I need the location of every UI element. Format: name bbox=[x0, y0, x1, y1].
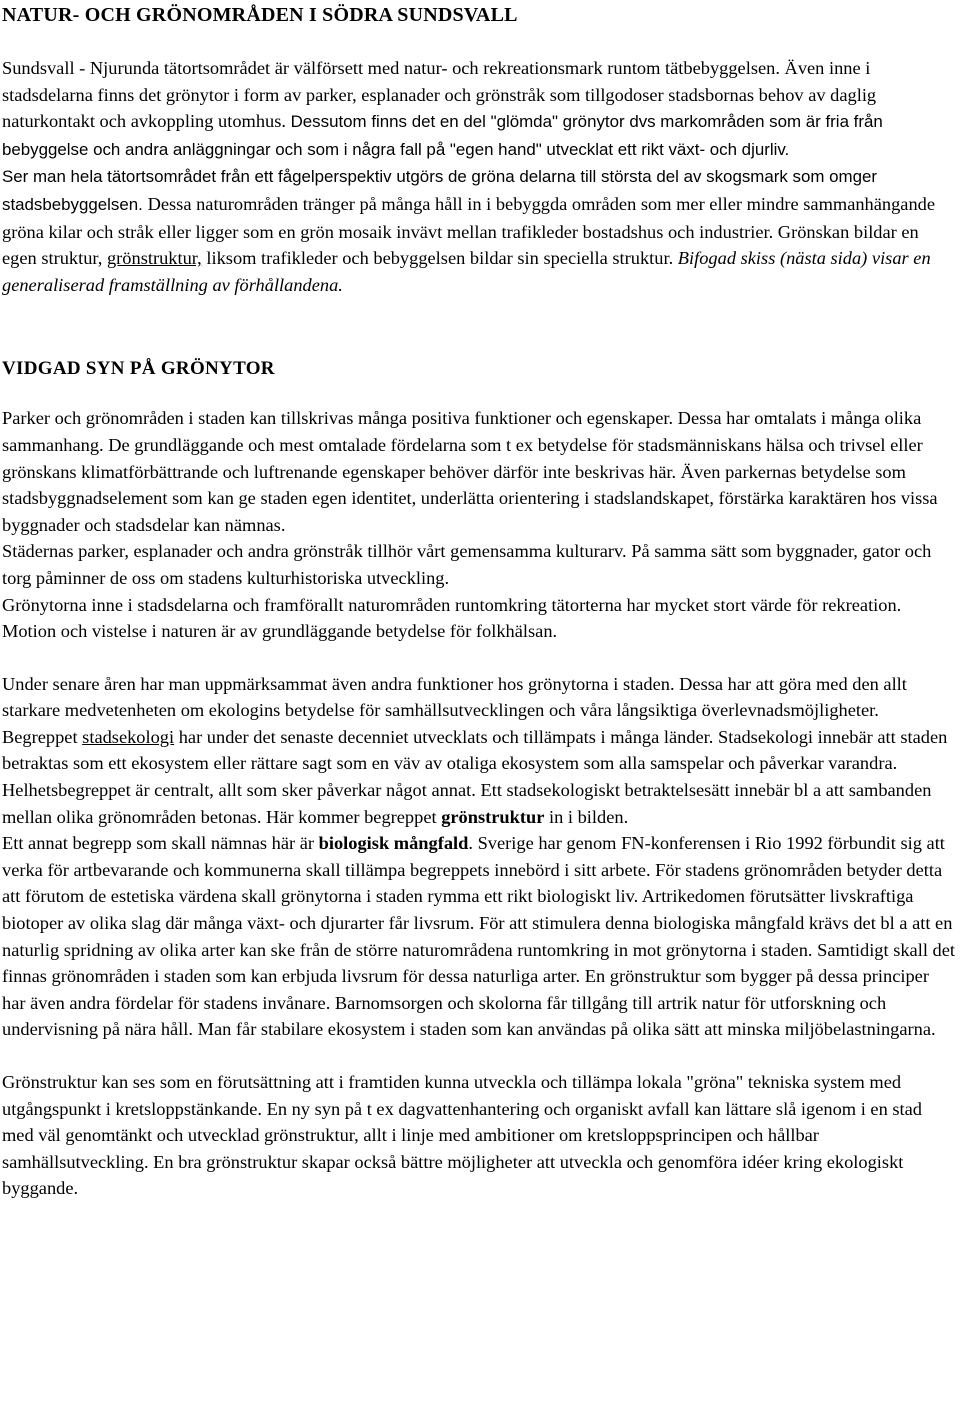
mangfald-text: . Sverige har genom FN-konferensen i Rio 1992 förbundit sig att verka för artbevarande och kommunerna skall tillämpa begreppets innebörd i sitt arbete. För stadens grönområden betyder detta att förutom de estetiska värdena skall grönytorna i staden rymma ett rikt biologiskt liv. Artrikedomen förutsätter livskraftiga biotoper av olika slag där många växt- och djurarter får livsrum. För att stimulera denna biologiska mångfald krävs det bl a att en naturlig spridning av olika arter kan ske från de större naturområdena runtomkring in mot grönytorna i staden. Samtidigt skall det finnas grönområden i staden som kan erbjuda livsrum för dessa naturliga arter. En grönstruktur som bygger på dessa principer har även andra fördelar för stadens invånare. Barnomsorgen och skolorna får tillgång till artrik natur för utforskning och undervisning på nära håll. Man får stabilare ekosystem i staden som kan användas på olika sätt att minska miljöbelastningarna. bbox=[2, 833, 956, 1040]
intro-text-natural-areas: Dessa naturområden tränger på många håll in i bebyggda områden som mer eller mindre sammanhängande gröna kilar och stråk eller ligger som en grön mosaik invävt mellan trafikleder bostadshus och industrier. Grönskan bildar en egen struktur, bbox=[2, 193, 936, 269]
mangfald-intro: Ett annat begrepp som skall nämnas här är bbox=[2, 833, 319, 854]
page-title: NATUR- OCH GRÖNOMRÅDEN I SÖDRA SUNDSVALL bbox=[2, 4, 518, 26]
intro-text: Sundsvall - Njurunda tätortsområdet är välförsett med natur- och rekreationsmark runtom tätbebyggelsen. Även inne i stadsdelarna finns det grönytor i form av parker, esplanader och grönstråk som tillgodoser stadsbornas behov av daglig naturkontakt och avkoppling utomhus. bbox=[2, 58, 877, 132]
section-paragraph-3: Grönytorna inne i stadsdelarna och framförallt naturområden runtomkring tätorterna har mycket stort värde för rekreation. Motion och vistelse i naturen är av grundläggande betydelse för folkhälsan. bbox=[2, 594, 902, 642]
biologisk-mangfald-term: biologisk mångfald bbox=[318, 833, 469, 854]
stadsekologi-term: stadsekologi bbox=[82, 726, 175, 747]
gronstruktur-term: grönstruktur, bbox=[106, 248, 202, 269]
section-paragraph-5 bbox=[2, 830, 956, 1043]
intro-paragraph-1 bbox=[2, 55, 956, 163]
section-paragraph-2: Städernas parker, esplanader och andra grönstråk tillhör vårt gemensamma kulturarv. På samma sätt som byggnader, gator och torg påminner de oss om stadens kulturhistoriska utveckling. bbox=[2, 541, 932, 588]
stadsekologi-end: in i bilden. bbox=[544, 806, 629, 827]
intro-paragraph-2 bbox=[2, 163, 956, 298]
stadsekologi-intro: Under senare åren har man uppmärksammat även andra funktioner hos grönytorna i staden. Dessa har att göra med den allt starkare medvetenheten om ekologins betydelse för samhällsutvecklingen och våra långsiktiga överlevnadsmöjligheter. Begreppet bbox=[2, 673, 907, 747]
section-paragraph-6: Grönstruktur kan ses som en förutsättning att i framtiden kunna utveckla och tillämpa lokala "gröna" tekniska system med utgångspunkt i kretsloppstänkande. En ny syn på t ex dagvattenhantering och organiskt avfall kan lättare slå igenom i en stad med väl genomtänkt och utvecklad grönstruktur, allt i linje med ambitioner om kretsloppsprincipen och hållbar samhällsutveckling. En bra grönstruktur skapar också bättre möjligheter att utveckla och genomföra idéer kring ekologiskt byggande. bbox=[2, 1072, 922, 1199]
section-heading-vidgad-syn: VIDGAD SYN PÅ GRÖNYTOR bbox=[2, 358, 275, 380]
section-paragraph-4 bbox=[2, 671, 956, 831]
stadsekologi-text: har under det senaste decenniet utvecklats och tillämpats i många länder. Stadsekologi innebär att staden betraktas som ett ekosystem eller rättare sagt som en väv av otaliga ekosystem som alla samspelar och påverkar varandra. Helhetsbegreppet är centralt, allt som sker påverkar något annat. Ett stadsekologiskt betraktelsesätt innebär bl a att sambanden mellan olika grönområden betonas. Här kommer begreppet bbox=[2, 726, 948, 827]
section-paragraph-1: Parker och grönområden i staden kan tillskrivas många positiva funktioner och egenskaper. Dessa har omtalats i många olika sammanhang. De grundläggande och mest omtalade fördelarna som t ex betydelse för stadsmänniskans hälsa och trivsel eller grönskans klimatförbättrande och luftrenande egenskaper behöver därför inte beskrivas här. Även parkernas betydelse som stadsbyggnadselement som kan ge staden egen identitet, underlätta orientering i stadslandskapet, förstärka karaktären hos vissa byggnader och stadsdelar kan nämnas. bbox=[2, 408, 938, 535]
intro-text-structure: liksom trafikleder och bebyggelsen bildar sin speciella struktur. bbox=[201, 248, 678, 269]
intro-text-forgotten-areas: Dessutom finns det en del "glömda" grönytor dvs markområden som är fria från bebyggelse och andra anläggningar och som i några fall på "egen hand" utvecklat ett rikt växt- och djurliv. bbox=[2, 112, 883, 159]
bird-perspective-text: Ser man hela tätortsområdet från ett fågelperspektiv utgörs de gröna delarna till största del av skogsmark som omger stadsbebyggelsen. bbox=[2, 167, 877, 214]
sketch-reference: Bifogad skiss (nästa sida) visar en generaliserad framställning av förhållandena. bbox=[2, 248, 931, 295]
gronstruktur-bold-term: grönstruktur bbox=[441, 806, 545, 827]
